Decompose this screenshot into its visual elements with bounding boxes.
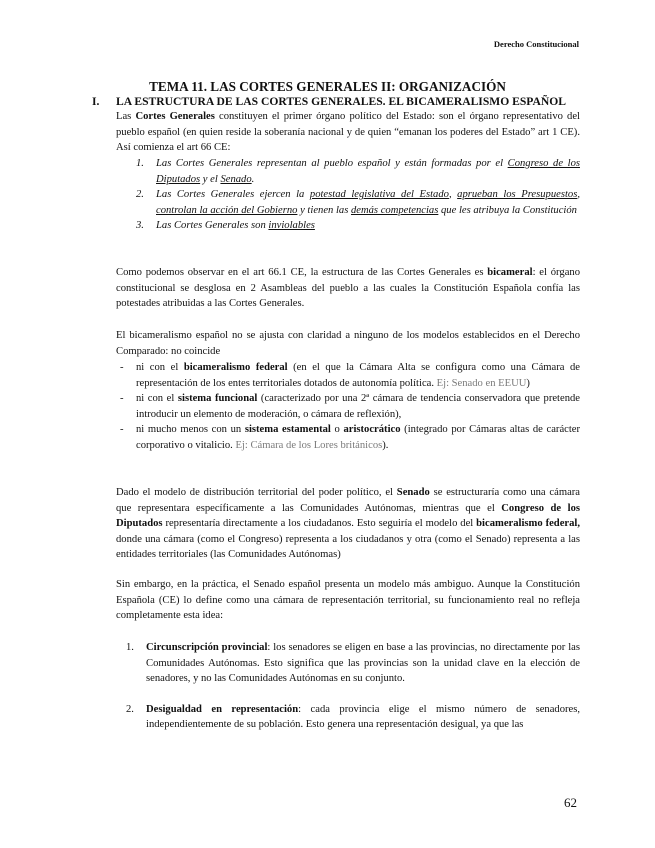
list-item: - ni con el sistema funcional (caracterizado por una 2ª cámara de tendencia conservadora que pretende introducir un elemento de moderación, o cámara de reflexión), (120, 393, 580, 420)
points-list (116, 640, 580, 733)
list-item: - ni mucho menos con un sistema estamental o aristocrático (integrado por Cámaras altas de carácter corporativo o vitalicio. Ej: Cámara de los Lores británicos). (120, 424, 581, 451)
paragraph-senate-model: Dado el modelo de distribución territorial del poder político, el Senado se estructuraría como una cámara que representara específicamente a las Comunidades Autónomas, mientras que el Congreso de los Diputados representaría directamente a los ciudadanos. Esto seguiría el modelo del bicameralismo federal, donde una cámara (como el Congreso) representa a los ciudadanos y otra (como el Senado) representa a las entidades territoriales (las Comunidades Autónomas) (116, 487, 580, 561)
intro-paragraph: Las Cortes Generales constituyen el primer órgano político del Estado: son el órgano representativo del pueblo español (en quien reside la soberanía nacional y de quien “emanan los poderes del Estado” art 1 CE). Así comienza el art 66 CE: (116, 111, 580, 154)
models-list (116, 360, 580, 454)
term-cortes-generales: Cortes Generales (135, 111, 215, 122)
list-item: 1. Circunscripción provincial: los senadores se eligen en base a las provincias, no directamente por las Comunidades Autónomas. Esto significa que las provincias son la unidad clave en la elección de senadores, y no las Comunidades Autónomas en su conjunto. (126, 642, 580, 685)
section-heading-text: LA ESTRUCTURA DE LAS CORTES GENERALES. EL BICAMERALISMO ESPAÑOL (116, 95, 567, 108)
paragraph-practice: Sin embargo, en la práctica, el Senado español presenta un modelo más ambiguo. Aunque la Constitución Española (CE) lo define como una cámara de representación territorial, su funcionamiento real no refleja completamente esta idea: (116, 579, 580, 622)
list-item: 3. Las Cortes Generales son inviolables (136, 220, 315, 232)
paragraph-comparative: El bicameralismo español no se ajusta con claridad a ninguno de los modelos establecidos en el Derecho Comparado: no coincide (116, 330, 580, 357)
list-item: 2. Desigualdad en representación: cada provincia elige el mismo número de senadores, independientemente de su población. Esto genera una representación desigual, ya que las (126, 703, 580, 731)
list-item: 2. Las Cortes Generales ejercen la potestad legislativa del Estado, aprueban los Presupuestos, controlan la acción del Gobierno y tienen las demás competencias que les atribuya la Constitución (136, 189, 580, 216)
list-item: - ni con el bicameralismo federal (en el que la Cámara Alta se configura como una Cámara de representación de los entes territoriales dotados de autonomía política. Ej: Senado en EEUU) (120, 362, 580, 389)
chapter-title: TEMA 11. LAS CORTES GENERALES II: ORGANIZACIÓN (149, 79, 506, 94)
running-header: Derecho Constitucional (493, 39, 579, 49)
article-66-list (136, 156, 580, 234)
list-item: 1. Las Cortes Generales representan al pueblo español y están formadas por el Congreso de los Diputados y el Senado. (136, 158, 580, 185)
section-number: I. (92, 95, 100, 108)
paragraph-bicameral: Como podemos observar en el art 66.1 CE, la estructura de las Cortes Generales es bicameral: el órgano constitucional se desglosa en 2 Asambleas del pueblo a las cuales la Constitución Española confía las potestades atribuidas a las Cortes Generales. (116, 267, 580, 310)
page-number: 62 (564, 795, 577, 810)
